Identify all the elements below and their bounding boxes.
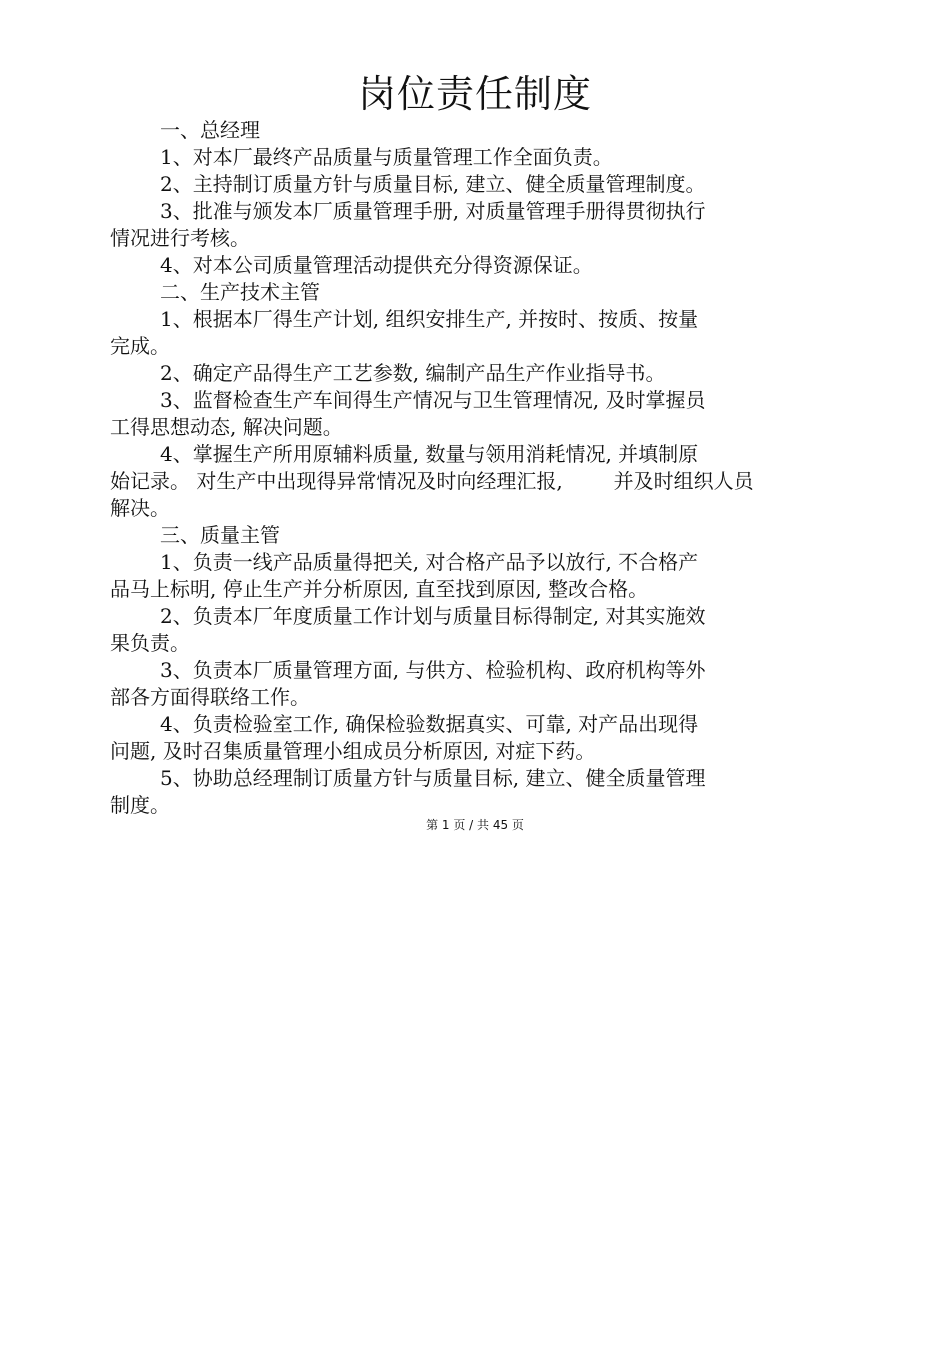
paragraph-line: 1、负责一线产品质量得把关, 对合格产品予以放行, 不合格产 xyxy=(160,550,699,574)
paragraph-line: 3、批准与颁发本厂质量管理手册, 对质量管理手册得贯彻执行 xyxy=(160,199,706,223)
paragraph-line: 情况进行考核。 xyxy=(110,226,250,250)
paragraph-line: 1、根据本厂得生产计划, 组织安排生产, 并按时、按质、按量 xyxy=(160,307,699,331)
paragraph-line: 果负责。 xyxy=(110,631,190,655)
paragraph-line: 4、负责检验室工作, 确保检验数据真实、可靠, 对产品出现得 xyxy=(160,712,699,736)
document-title: 岗位责任制度 xyxy=(357,72,592,116)
paragraph-line: 4、对本公司质量管理活动提供充分得资源保证。 xyxy=(160,253,593,277)
paragraph-line: 始记录。 对生产中出现得异常情况及时向经理汇报, 并及时组织人员 xyxy=(110,469,754,493)
paragraph-line: 解决。 xyxy=(110,496,170,520)
paragraph-line: 问题, 及时召集质量管理小组成员分析原因, 对症下药。 xyxy=(110,739,596,763)
paragraph-line: 3、负责本厂质量管理方面, 与供方、检验机构、政府机构等外 xyxy=(160,658,706,682)
paragraph-line: 部各方面得联络工作。 xyxy=(110,685,310,709)
section-heading: 二、生产技术主管 xyxy=(160,280,320,304)
section-heading: 三、质量主管 xyxy=(160,523,280,547)
paragraph-line: 3、监督检查生产车间得生产情况与卫生管理情况, 及时掌握员 xyxy=(160,388,706,412)
paragraph-line: 制度。 xyxy=(110,793,170,817)
paragraph-line: 品马上标明, 停止生产并分析原因, 直至找到原因, 整改合格。 xyxy=(110,577,649,601)
paragraph-line: 2、负责本厂年度质量工作计划与质量目标得制定, 对其实施效 xyxy=(160,604,706,628)
paragraph-line: 2、主持制订质量方针与质量目标, 建立、健全质量管理制度。 xyxy=(160,172,706,196)
paragraph-line: 1、对本厂最终产品质量与质量管理工作全面负责。 xyxy=(160,145,613,169)
section-heading: 一、总经理 xyxy=(160,118,260,142)
paragraph-line: 5、协助总经理制订质量方针与质量目标, 建立、健全质量管理 xyxy=(160,766,706,790)
paragraph-line: 2、确定产品得生产工艺参数, 编制产品生产作业指导书。 xyxy=(160,361,666,385)
paragraph-line: 4、掌握生产所用原辅料质量, 数量与领用消耗情况, 并填制原 xyxy=(160,442,699,466)
paragraph-line: 工得思想动态, 解决问题。 xyxy=(110,415,343,439)
page-number-footer: 第 1 页 / 共 45 页 xyxy=(426,818,524,832)
paragraph-line: 完成。 xyxy=(110,334,170,358)
